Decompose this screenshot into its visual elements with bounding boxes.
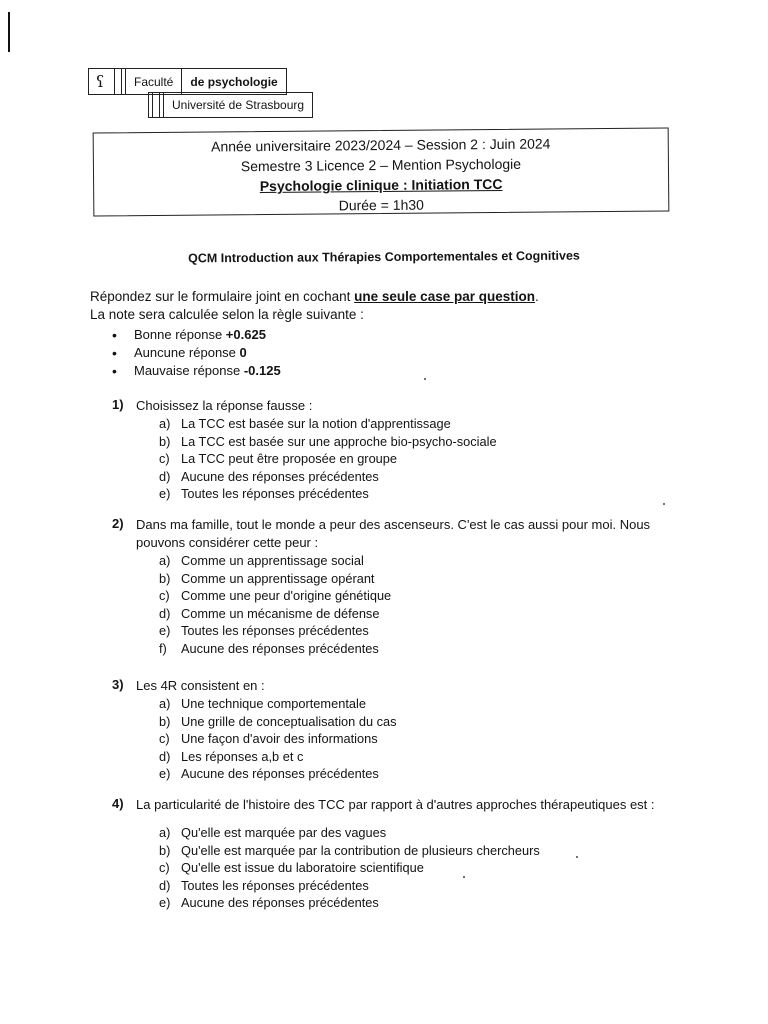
question-3	[112, 677, 712, 783]
question-number: 3)	[112, 677, 124, 692]
answer-options	[159, 552, 712, 657]
question-text: Dans ma famille, tout le monde a peur des ascenseurs. C'est le cas aussi pour moi. Nous pouvons considérer cette peur :	[136, 517, 651, 550]
answer-option: d) Comme un mécanisme de défense	[159, 605, 380, 621]
answer-option: a) Qu'elle est marquée par des vagues	[159, 825, 387, 840]
answer-option: c) Comme une peur d'origine génétique	[159, 588, 392, 603]
question-number: 1)	[112, 397, 124, 412]
question-number: 2)	[112, 516, 124, 531]
scoring-rule: • Mauvaise réponse -0.125	[112, 362, 730, 380]
scan-speck	[424, 378, 426, 380]
answer-option: b) Qu'elle est marquée par la contribution de plusieurs chercheurs	[159, 842, 540, 858]
instruction-emphasis: une seule case par question	[354, 289, 535, 304]
answer-option: b) Comme un apprentissage opérant	[159, 570, 375, 586]
university-logo	[148, 92, 313, 118]
scoring-rule: • Auncune réponse 0	[112, 344, 730, 362]
question-text: Les 4R consistent en :	[136, 678, 265, 693]
answer-option: a) Une technique comportementale	[159, 696, 366, 711]
answer-option: c) Une façon d'avoir des informations	[159, 731, 378, 746]
answer-option: b) La TCC est basée sur une approche bio-psycho-sociale	[159, 433, 497, 449]
answer-option: e) Toutes les réponses précédentes	[159, 486, 369, 501]
qcm-title: QCM Introduction aux Thérapies Comportementales et Cognitives	[188, 248, 580, 266]
answer-options	[159, 415, 712, 503]
scoring-rule: • Bonne réponse +0.625	[112, 326, 730, 344]
instructions	[90, 288, 730, 380]
scan-speck	[463, 876, 465, 878]
scoring-rules	[112, 326, 730, 380]
exam-header-box	[93, 127, 670, 216]
answer-option: a) Comme un apprentissage social	[159, 553, 364, 568]
question-4	[112, 796, 712, 912]
answer-option: d) Les réponses a,b et c	[159, 748, 304, 764]
question-text: Choisissez la réponse fausse :	[136, 398, 313, 413]
answer-option: e) Toutes les réponses précédentes	[159, 623, 369, 638]
exam-duration: Durée = 1h30	[338, 196, 424, 214]
answer-option: a) La TCC est basée sur la notion d'apprentissage	[159, 416, 451, 431]
logo-faculty: Faculté	[125, 69, 181, 94]
scoring-intro: La note sera calculée selon la règle suivante :	[90, 307, 364, 322]
semester-info: Semestre 3 Licence 2 – Mention Psychologie	[240, 155, 522, 175]
margin-mark	[8, 12, 10, 52]
answer-option: c) Qu'elle est issue du laboratoire scientifique	[159, 860, 424, 875]
answer-option: d) Aucune des réponses précédentes	[159, 468, 379, 484]
faculty-logo	[88, 68, 287, 95]
answer-option: e) Aucune des réponses précédentes	[159, 895, 379, 910]
question-text: La particularité de l'histoire des TCC par rapport à d'autres approches thérapeutiques est :	[136, 797, 655, 812]
answer-option: e) Aucune des réponses précédentes	[159, 766, 379, 781]
logo-university: Université de Strasbourg	[163, 93, 312, 117]
question-2	[112, 516, 712, 657]
answer-options	[159, 695, 712, 783]
answer-option: c) La TCC peut être proposée en groupe	[159, 451, 398, 466]
question-1	[112, 397, 712, 503]
answer-options	[159, 824, 712, 912]
scan-speck	[663, 503, 665, 505]
academic-year: Année universitaire 2023/2024 – Session 2 : Juin 2024	[211, 135, 551, 155]
logo-department: de psychologie	[181, 68, 286, 95]
answer-instruction: Répondez sur le formulaire joint en cochant une seule case par question.	[90, 289, 539, 304]
answer-option: b) Une grille de conceptualisation du cas	[159, 713, 397, 729]
scan-speck	[576, 856, 578, 858]
university-emblem-icon: ʕ	[95, 72, 105, 91]
answer-option: f) Aucune des réponses précédentes	[159, 640, 379, 656]
question-number: 4)	[112, 796, 124, 811]
answer-option: d) Toutes les réponses précédentes	[159, 877, 369, 893]
course-title: Psychologie clinique : Initiation TCC	[259, 175, 503, 195]
